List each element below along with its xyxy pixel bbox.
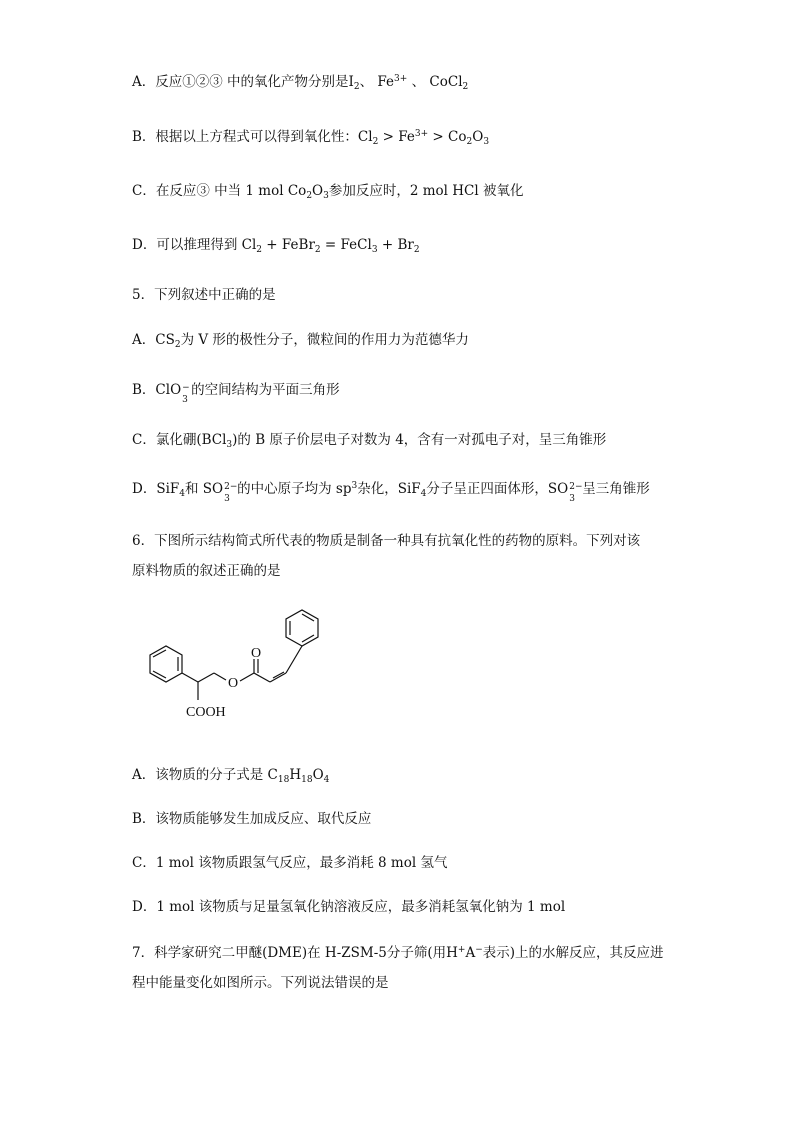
q6-stem-line1: 6．下图所示结构简式所代表的物质是制备一种具有抗氧化性的药物的原料。下列对该: [132, 533, 641, 549]
q6-option-c: C．1 mol 该物质跟氢气反应，最多消耗 8 mol 氢气: [132, 855, 448, 871]
q7-stem-line1: 7．科学家研究二甲醚(DME)在 H-ZSM-5分子筛(用H+A−表示)上的水解反应，其反应进: [132, 945, 664, 961]
carbonyl-oxygen-label: O: [251, 646, 262, 661]
right-benzene-ring: [286, 610, 318, 646]
q4-option-a: A．反应①②③ 中的氧化产物分别是$I_2$、 $Fe^{3+}$ 、 CoCl$_2$: [132, 74, 469, 92]
q5-option-d: D．SiF$_4$和 SO 2− 3 的中心原子均为 $sp^3$杂化，SiF$_4$分子呈正四面体形，SO 2− 3 呈三角锥形: [132, 481, 650, 504]
q5-stem: 5．下列叙述中正确的是: [132, 287, 276, 303]
q6-option-d: D．1 mol 该物质与足量氢氧化钠溶液反应，最多消耗氢氧化钠为 1 mol: [132, 899, 566, 915]
q6-stem-line2: 原料物质的叙述正确的是: [132, 563, 281, 579]
q4-option-b: B．根据以上方程式可以得到氧化性：$Cl_2 > Fe^{3+} > Co_2O_3$: [132, 129, 490, 147]
q5-option-c: C．氯化硼(BCl$_3$)的 B 原子价层电子对数为 4，含有一对孤电子对，呈三角锥形: [132, 432, 607, 450]
ester-oxygen-label: O: [228, 676, 239, 691]
q5-option-a: A．$CS_2$为 V 形的极性分子，微粒间的作用力为范德华力: [132, 332, 469, 350]
q4-option-d: D．可以推理得到 $Cl_2$ + FeBr$_2$ = FeCl$_3$ + $Br_2$: [132, 237, 420, 255]
q5-option-b: B．ClO − 3 的空间结构为平面三角形: [132, 382, 340, 405]
q6-option-b: B．该物质能够发生加成反应、取代反应: [132, 811, 372, 827]
q6-option-a: A．该物质的分子式是 $C_{18}H_{18}O_4$: [132, 767, 330, 785]
structural-formula: [128, 605, 348, 735]
left-benzene-ring: [150, 646, 182, 682]
q4-option-c: C．在反应③ 中当 1 mol $Co_2O_3$参加反应时，2 mol HCl 被氧化: [132, 183, 524, 201]
q7-stem-line2: 程中能量变化如图所示。下列说法错误的是: [132, 975, 389, 991]
cooh-label: COOH: [186, 705, 226, 720]
